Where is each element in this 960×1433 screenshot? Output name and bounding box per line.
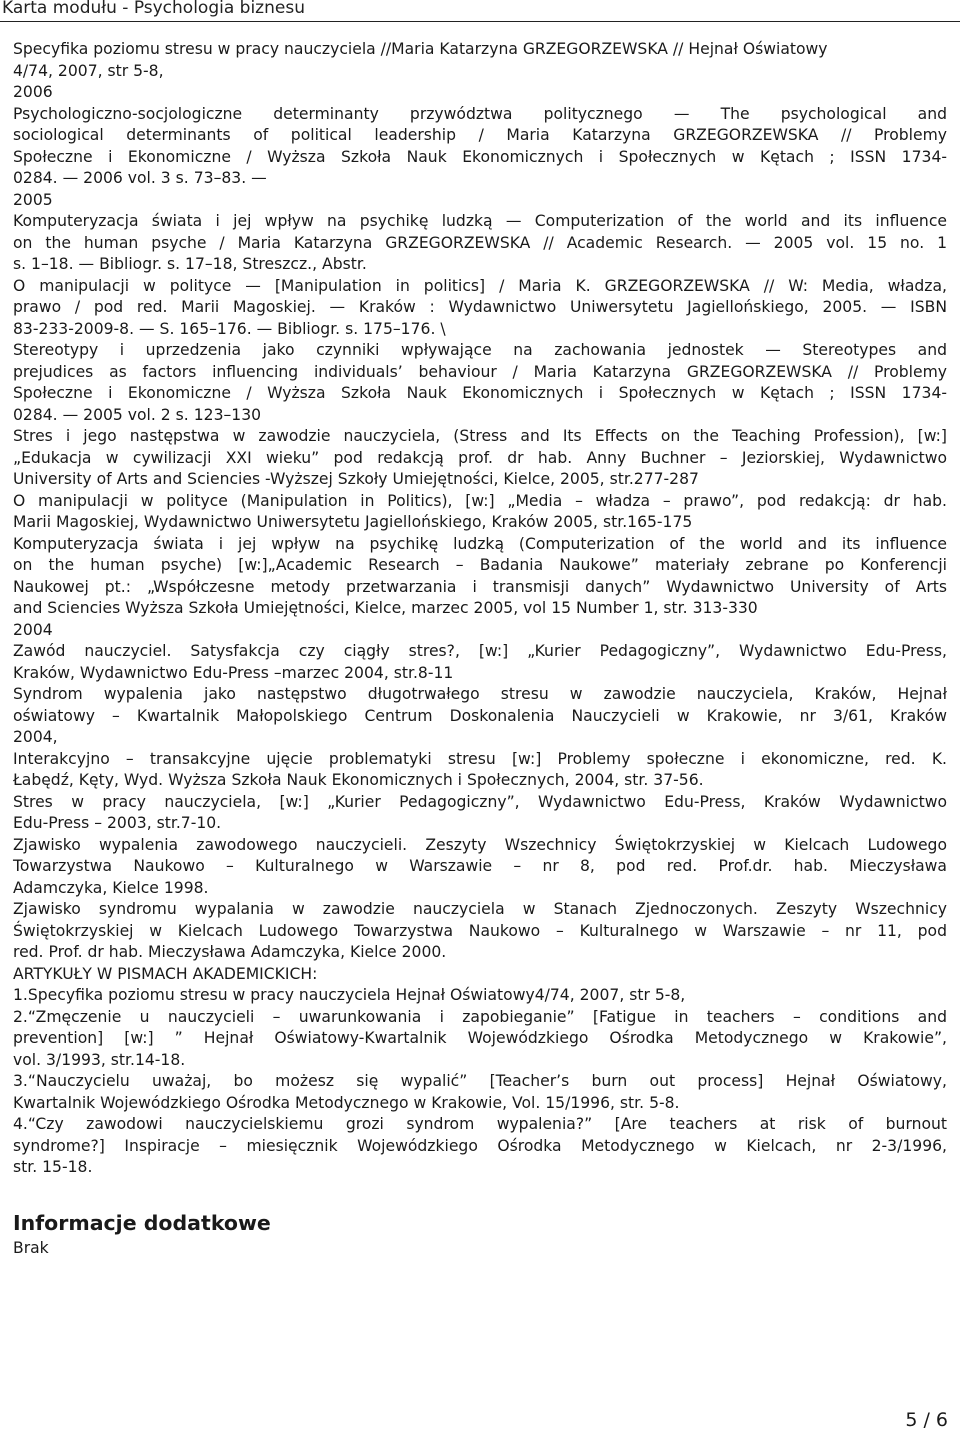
text-line: ARTYKUŁY W PISMACH AKADEMICKICH:: [13, 964, 318, 983]
text-line: Syndrom wypalenia jako następstwo długotrwałego stresu w zawodzie nauczyciela, Kraków, Hejnał: [13, 685, 947, 703]
text-line: 3.“Nauczycielu uważaj, bo możesz się wypalić” [Teacher’s burn out process] Hejnał Oświatowy,: [13, 1072, 947, 1090]
bibliography-content: [13, 39, 947, 1179]
text-line: 0284. — 2006 vol. 3 s. 73–83. —: [13, 169, 267, 187]
text-line: Stres i jego następstwa w zawodzie nauczyciela, (Stress and Its Effects on the Teaching Profession), [w:]: [13, 427, 947, 445]
text-line: Społeczne i Ekonomiczne / Wyższa Szkoła Nauk Ekonomicznych i Społecznych w Kętach ; ISSN 1734-: [13, 384, 947, 402]
text-line: prevention] [w:] ” Hejnał Oświatowy-Kwartalnik Wojewódzkiego Ośrodka Metodycznego w Krakowie”,: [13, 1029, 947, 1047]
text-line: 2005: [13, 190, 53, 209]
text-line: Łabędź, Kęty, Wyd. Wyższa Szkoła Nauk Ekonomicznych i Społecznych, 2004, str. 37-56.: [13, 771, 704, 789]
text-line: 1.Specyfika poziomu stresu w pracy nauczyciela Hejnał Oświatowy4/74, 2007, str 5-8,: [13, 986, 686, 1004]
text-line: 83-233-2009-8. — S. 165–176. — Bibliogr. s. 175–176. \: [13, 319, 446, 338]
text-line: Stres w pracy nauczyciela, [w:] „Kurier Pedagogiczny”, Wydawnictwo Edu-Press, Kraków Wydawnictwo: [13, 792, 947, 811]
text-line: University of Arts and Sciencies -Wyższej Szkoły Umiejętności, Kielce, 2005, str.277-287: [13, 470, 699, 488]
text-line: prejudices as factors influencing individuals’ behaviour / Maria Katarzyna GRZEGORZEWSKA // Problemy: [13, 362, 947, 381]
document-title: Karta modułu - Psychologia biznesu: [2, 0, 305, 18]
text-line: Kraków, Wydawnictwo Edu-Press –marzec 2004, str.8-11: [13, 663, 454, 682]
text-line: 0284. — 2005 vol. 2 s. 123–130: [13, 405, 262, 424]
text-line: O manipulacji w polityce (Manipulation in Politics), [w:] „Media – władza – prawo”, pod redakcją: dr hab.: [13, 491, 947, 510]
page-number: 5 / 6: [905, 1409, 948, 1431]
text-line: vol. 3/1993, str.14-18.: [13, 1050, 186, 1069]
text-line: Psychologiczno-socjologiczne determinanty przywództwa politycznego — The psychological and: [13, 104, 947, 123]
text-line: Naukowej pt.: „Współczesne metody przetwarzania i transmisji danych” Wydawnictwo University of Arts: [13, 577, 947, 596]
text-line: Zjawisko wypalenia zawodowego nauczycieli. Zeszyty Wszechnicy Świętokrzyskiej w Kielcach Ludowego: [13, 835, 947, 854]
text-line: red. Prof. dr hab. Mieczysława Adamczyka, Kielce 2000.: [13, 943, 447, 961]
text-line: oświatowy – Kwartalnik Małopolskiego Centrum Doskonalenia Nauczycieli w Krakowie, nr 3/61, Kraków: [13, 706, 947, 725]
text-line: 2006: [13, 83, 53, 101]
text-line: and Sciencies Wyższa Szkoła Umiejętności, Kielce, marzec 2005, vol 15 Number 1, str. 313-330: [13, 599, 758, 617]
text-line: 2.“Zmęczenie u nauczycieli – uwarunkowania i zapobieganie” [Fatigue in teachers – conditions and: [13, 1007, 947, 1026]
text-line: Zjawisko syndromu wypalania w zawodzie nauczyciela w Stanach Zjednoczonych. Zeszyty Wszechnicy: [13, 900, 947, 918]
section-body-text: Brak: [13, 1239, 49, 1257]
text-line: 4.“Czy zawodowi nauczycielskiemu grozi syndrom wypalenia?” [Are teachers at risk of burnout: [13, 1115, 947, 1133]
text-line: Adamczyka, Kielce 1998.: [13, 878, 209, 897]
text-line: Interakcyjno – transakcyjne ujęcie problematyki stresu [w:] Problemy społeczne i ekonomiczne, red. K.: [13, 749, 947, 768]
text-line: Komputeryzacja świata i jej wpływ na psychikę ludzką (Computerization of the world and its influence: [13, 534, 947, 553]
text-line: Edu-Press – 2003, str.7-10.: [13, 814, 222, 832]
header-divider: [0, 21, 960, 22]
text-line: Specyfika poziomu stresu w pracy nauczyciela //Maria Katarzyna GRZEGORZEWSKA // Hejnał Oświatowy: [13, 40, 828, 58]
section-heading: Informacje dodatkowe: [13, 1211, 271, 1235]
text-line: O manipulacji w polityce — [Manipulation in politics] / Maria K. GRZEGORZEWSKA // W: Media, władza,: [13, 276, 947, 295]
text-line: sociological determinants of political leadership / Maria Katarzyna GRZEGORZEWSKA // Problemy: [13, 126, 947, 144]
text-line: 4/74, 2007, str 5-8,: [13, 61, 164, 80]
text-line: prawo / pod red. Marii Magoskiej. — Kraków : Wydawnictwo Uniwersytetu Jagiellońskiego, 2005. — ISBN: [13, 298, 947, 316]
text-line: 2004,: [13, 728, 58, 746]
text-line: Stereotypy i uprzedzenia jako czynniki wpływające na zachowania jednostek — Stereotypes and: [13, 341, 947, 359]
text-line: Społeczne i Ekonomiczne / Wyższa Szkoła Nauk Ekonomicznych i Społecznych w Kętach ; ISSN 1734-: [13, 147, 947, 166]
text-line: str. 15-18.: [13, 1158, 93, 1176]
text-line: Kwartalnik Wojewódzkiego Ośrodka Metodycznego w Krakowie, Vol. 15/1996, str. 5-8.: [13, 1093, 680, 1112]
text-line: Marii Magoskiej, Wydawnictwo Uniwersytetu Jagiellońskiego, Kraków 2005, str.165-175: [13, 513, 693, 531]
text-line: Towarzystwa Naukowo – Kulturalnego w Warszawie – nr 8, pod red. Prof.dr. hab. Mieczysława: [13, 857, 947, 875]
text-line: on the human psyche) [w:]„Academic Research – Badania Naukowe” materiały zebrane po Konferencji: [13, 556, 947, 574]
text-line: 2004: [13, 620, 53, 639]
text-line: Zawód nauczyciel. Satysfakcja czy ciągły stres?, [w:] „Kurier Pedagogiczny”, Wydawnictwo Edu-Press,: [13, 642, 947, 660]
text-line: s. 1–18. — Bibliogr. s. 17–18, Streszcz., Abstr.: [13, 255, 367, 273]
text-line: Świętokrzyskiej w Kielcach Ludowego Towarzystwa Naukowo – Kulturalnego w Warszawie – nr 11, pod: [13, 921, 947, 940]
page-header: [0, 0, 960, 22]
text-line: syndrome?] Inspiracje – miesięcznik Wojewódzkiego Ośrodka Metodycznego w Kielcach, nr 2-3/1996,: [13, 1136, 947, 1155]
text-line: Komputeryzacja świata i jej wpływ na psychikę ludzką — Computerization of the world and its influence: [13, 212, 947, 230]
text-line: on the human psyche / Maria Katarzyna GRZEGORZEWSKA // Academic Research. — 2005 vol. 15 no. 1: [13, 233, 947, 252]
text-line: „Edukacja w cywilizacji XXI wieku” pod redakcją prof. dr hab. Anny Buchner – Jeziorskiej, Wydawnictwo: [13, 448, 947, 467]
